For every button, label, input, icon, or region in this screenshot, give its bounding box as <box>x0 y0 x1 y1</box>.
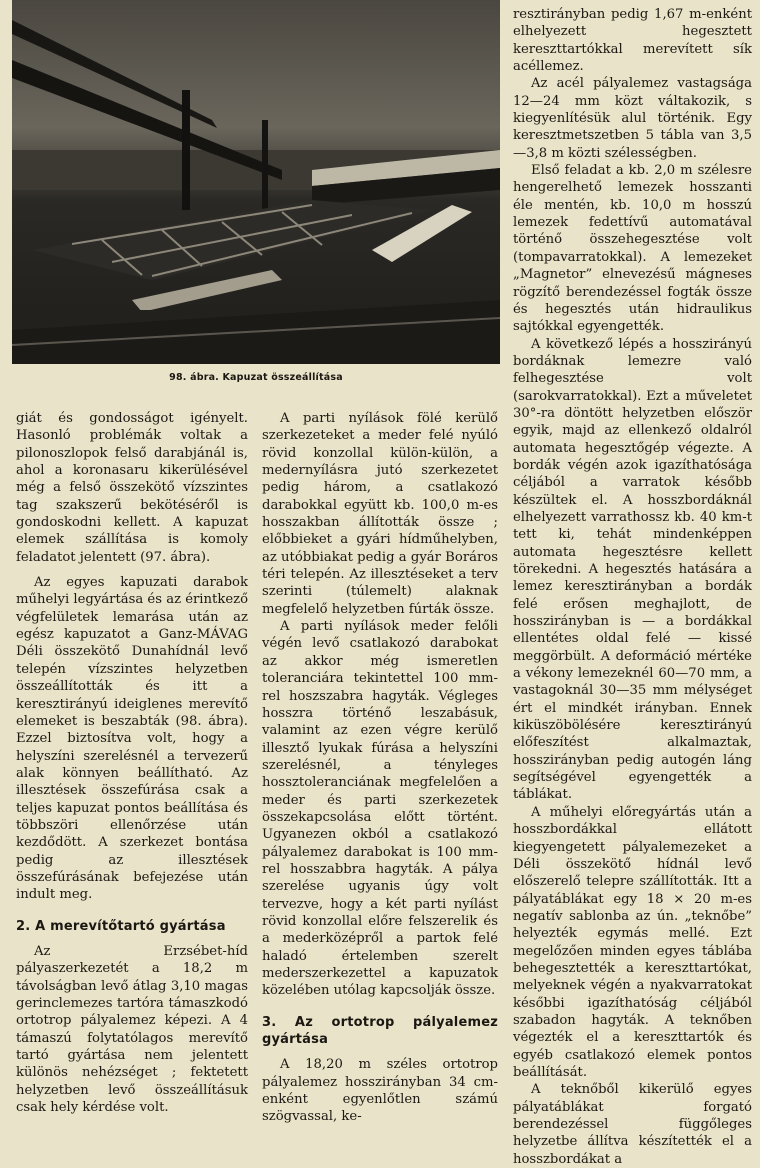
paragraph: Az Erzsébet-híd pályaszerkezetét a 18,2 m távolságban levő átlag 3,10 magas gerinclemezes tartóra támaszkodó ortotrop pályalemez képezi. A 4 támaszú folytatólagos merevítő tartó gyártása nem jelentett különös nehézséget ; fektetett helyzetben levő összeállításuk csak hely kérdése volt. <box>16 943 248 1116</box>
figure-photo <box>12 0 500 364</box>
paragraph: Első feladat a kb. 2,0 m szélesre hengerelhető lemezek hosszanti éle mentén, kb. 10,0 m hosszú lemezek fedettívű automatával történő összehegesztése volt (tompavarratokkal). A lemezeket „Magnetor” elnevezésű mágneses rögzítő berendezéssel fogták össze és hegesztés után hidraulikus sajtókkal egyengették. <box>513 163 752 335</box>
right-column <box>513 6 752 1168</box>
middle-column <box>262 410 498 1126</box>
paragraph: A teknőből kikerülő egyes pályatáblákat forgató berendezéssel függőleges helyzetbe állítva készítették el a hosszbordákat a <box>513 1082 752 1167</box>
paragraph: giát és gondosságot igényelt. Hasonló problémák voltak a pilonoszlopok felső darabjánál is, ahol a koronasaru kikerülésével még a felső összekötő vízszintes tag szakszerű bekötéséről is gondoskodni kellett. A kapuzat elemek szállítása is komoly feladatot jelentett (97. ábra). <box>16 411 248 565</box>
paragraph: A parti nyílások meder felőli végén levő csatlakozó darabokat az akkor még ismeretlen toleranciára tekintettel 100 mm-rel hoszszabra hagyták. Végleges hosszra történő leszabásuk, valamint az ezen végre kerülő illesztő lyukak fúrása a helyszíni szerelésnél, a tényleges hossztoleranciának megfelelően a meder és parti szerkezetek összekapcsolása előtt történt. Ugyanezen okból a csatlakozó pályalemez darabokat is 100 mm-rel hosszabbra hagyták. A pálya szerelése ugyanis úgy volt tervezve, hogy a két parti nyílást rövid konzollal előre felszerelik és a mederközépről a partok felé haladó értelemben szerelt mederszerkezettel a kapuzatok közelében utólag kapcsolják össze. <box>262 619 498 999</box>
section-heading: 3. Az ortotrop pályalemez gyártása <box>262 1014 498 1048</box>
paragraph: A 18,20 m széles ortotrop pályalemez hosszirányban 34 cm-enként egyenlőtlen számú szögvassal, ke- <box>262 1057 498 1125</box>
paragraph: resztirányban pedig 1,67 m-enként elhelyezett hegesztett kereszttartókkal merevített sík acéllemez. <box>513 7 752 75</box>
section-heading: 2. A merevítőtartó gyártása <box>16 918 226 934</box>
figure-caption: 98. ábra. Kapuzat összeállítása <box>169 372 343 383</box>
paragraph: Az acél pályalemez vastagsága 12—24 mm közt váltakozik, s kiegyenlítésük alul történik. Egy keresztmetszetben 5 tábla van 3,5—3,8 m közti szélességben. <box>513 76 752 161</box>
paragraph: A parti nyílások fölé kerülő szerkezeteket a meder felé nyúló rövid konzollal külön-külön, a medernyílásra jutó szerkezetet pedig három, a csatlakozó darabokkal együtt kb. 100,0 m-es hosszakban állították össze ; előbbieket a gyári hídműhelyben, az utóbbiakat pedig a gyár Boráros téri telepén. Az illesztéseket a terv szerinti (túlemelt) alaknak megfelelő helyzetben fúrták össze. <box>262 411 498 617</box>
paragraph: Az egyes kapuzati darabok műhelyi legyártása és az érintkező végfelületek lemarása után az egész kapuzatot a Ganz-MÁVAG Déli összekötő Dunahídnál levő telepén vízszintes helyzetben összeállították és itt a keresztirányú ideiglenes merevítő elemeket is beszabták (98. ábra). Ezzel biztosítva volt, hogy a helyszíni szerelésnél a tervezerű alak könnyen beállítható. Az illesztések összefúrása csak a teljes kapuzat pontos beállítása és többszöri ellenőrzése után kezdődött. A szerkezet bontása pedig az illesztések összefúrásának befejezése után indult meg. <box>16 575 249 903</box>
left-column <box>16 410 248 1116</box>
paragraph: A műhelyi előregyártás után a hosszbordákkal ellátott kiegyengetett pályalemezeket a Déli összekötő hídnál levő előszerelő telepre szállították. Itt a pályatáblákat egy 18 × 20 m-es negatív sablonba az ún. „teknőbe” helyezték egymás mellé. Ezt megelőzően minden egyes táblába behegesztették a kereszttartókat, melyeknek végén a nyakvarratokat későbbi igazíthatóság céljából szabadon hagyták. A teknőben végezték el a kereszttartók és egyéb csatlakozó elemek pontos beállítását. <box>513 804 752 1080</box>
paragraph: A következő lépés a hosszirányú bordáknak lemezre való felhegesztése volt (sarokvarratokkal). Ezt a műveletet 30°-ra döntött helyzetben először egyik, majd az ellenkező oldalról automata hegesztőgép végezte. A bordák végén azok igazíthatósága céljából a varratok később készültek el. A hosszbordáknál elhelyezett varrathossz kb. 40 km-t tett ki, tehát mindenképpen automata hegesztésre kellett törekedni. A hegesztés hatására a lemez keresztirányban a bordák felé erősen meghajlott, de hosszirányban is — a bordákkal ellentétes oldal felé — kissé meggörbült. A deformáció mértéke a vékony lemezeknél 60—70 mm, a vastagoknál 30—35 mm mélységet ért el mindkét irányban. Ennek kiküszöbölésére keresztirányú előfeszítést alkalmaztak, hosszirányban pedig autogén láng segítségével egyengették a táblákat. <box>513 336 752 803</box>
